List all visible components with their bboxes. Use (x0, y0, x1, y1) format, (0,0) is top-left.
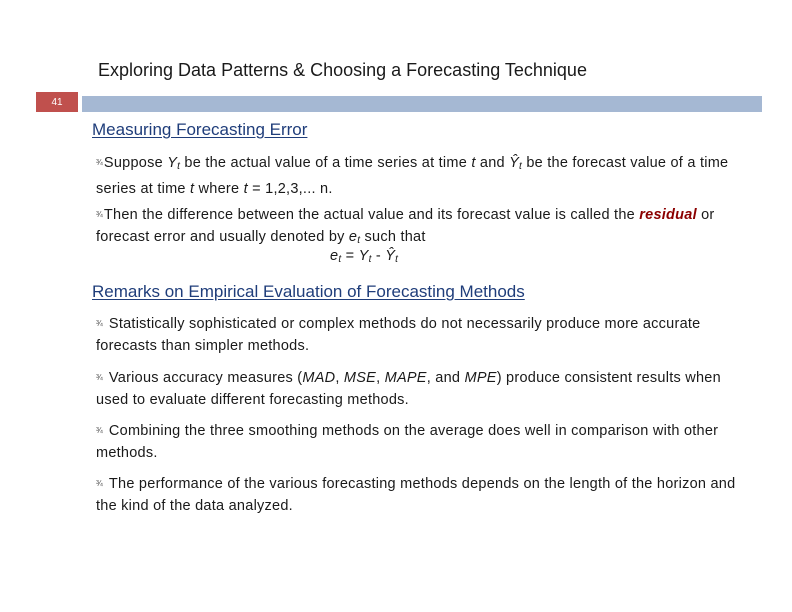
bullet-icon: ¾ (96, 158, 103, 167)
section-heading-remarks: Remarks on Empirical Evaluation of Forecasting Methods (92, 282, 525, 301)
bullet-icon: ¾ (96, 479, 103, 488)
title-divider-bar (82, 96, 762, 112)
bullet-icon: ¾ (96, 426, 103, 435)
remark-1: ¾ Statistically sophisticated or complex methods do not necessarily produce more accurate forecasts than simpler methods. (96, 316, 701, 354)
paragraph-residual-definition: ¾Then the difference between the actual value and its forecast value is called the residual or forecast error and usually denoted by $e_t$ such that (96, 207, 715, 246)
remark-2: ¾ Various accuracy measures (MAD, MSE, MAPE, and MPE) produce consistent results when used to evaluate different forecasting methods. (96, 370, 721, 408)
paragraph-suppose: ¾Suppose $Y_t$ be the actual value of a time series at time t and $Ŷ_t$ be the forecast value of a time series at time t where t = 1,2,3,... n. (96, 155, 729, 197)
bullet-icon: ¾ (96, 319, 103, 328)
remark-3: ¾ Combining the three smoothing methods on the average does well in comparison with other methods. (96, 423, 719, 461)
error-formula: $e_t = Y_t$ - $Ŷ_t$ (330, 248, 399, 265)
bullet-icon: ¾ (96, 210, 103, 219)
remark-4: ¾ The performance of the various forecasting methods depends on the length of the horizon and the kind of the data analyzed. (96, 476, 736, 514)
page-number-badge (36, 92, 78, 112)
page-number: 41 (51, 96, 63, 108)
bullet-icon: ¾ (96, 373, 103, 382)
section-heading-measuring-error: Measuring Forecasting Error (92, 120, 308, 139)
slide-title: Exploring Data Patterns & Choosing a Forecasting Technique (98, 60, 587, 80)
residual-term: residual (639, 207, 697, 223)
